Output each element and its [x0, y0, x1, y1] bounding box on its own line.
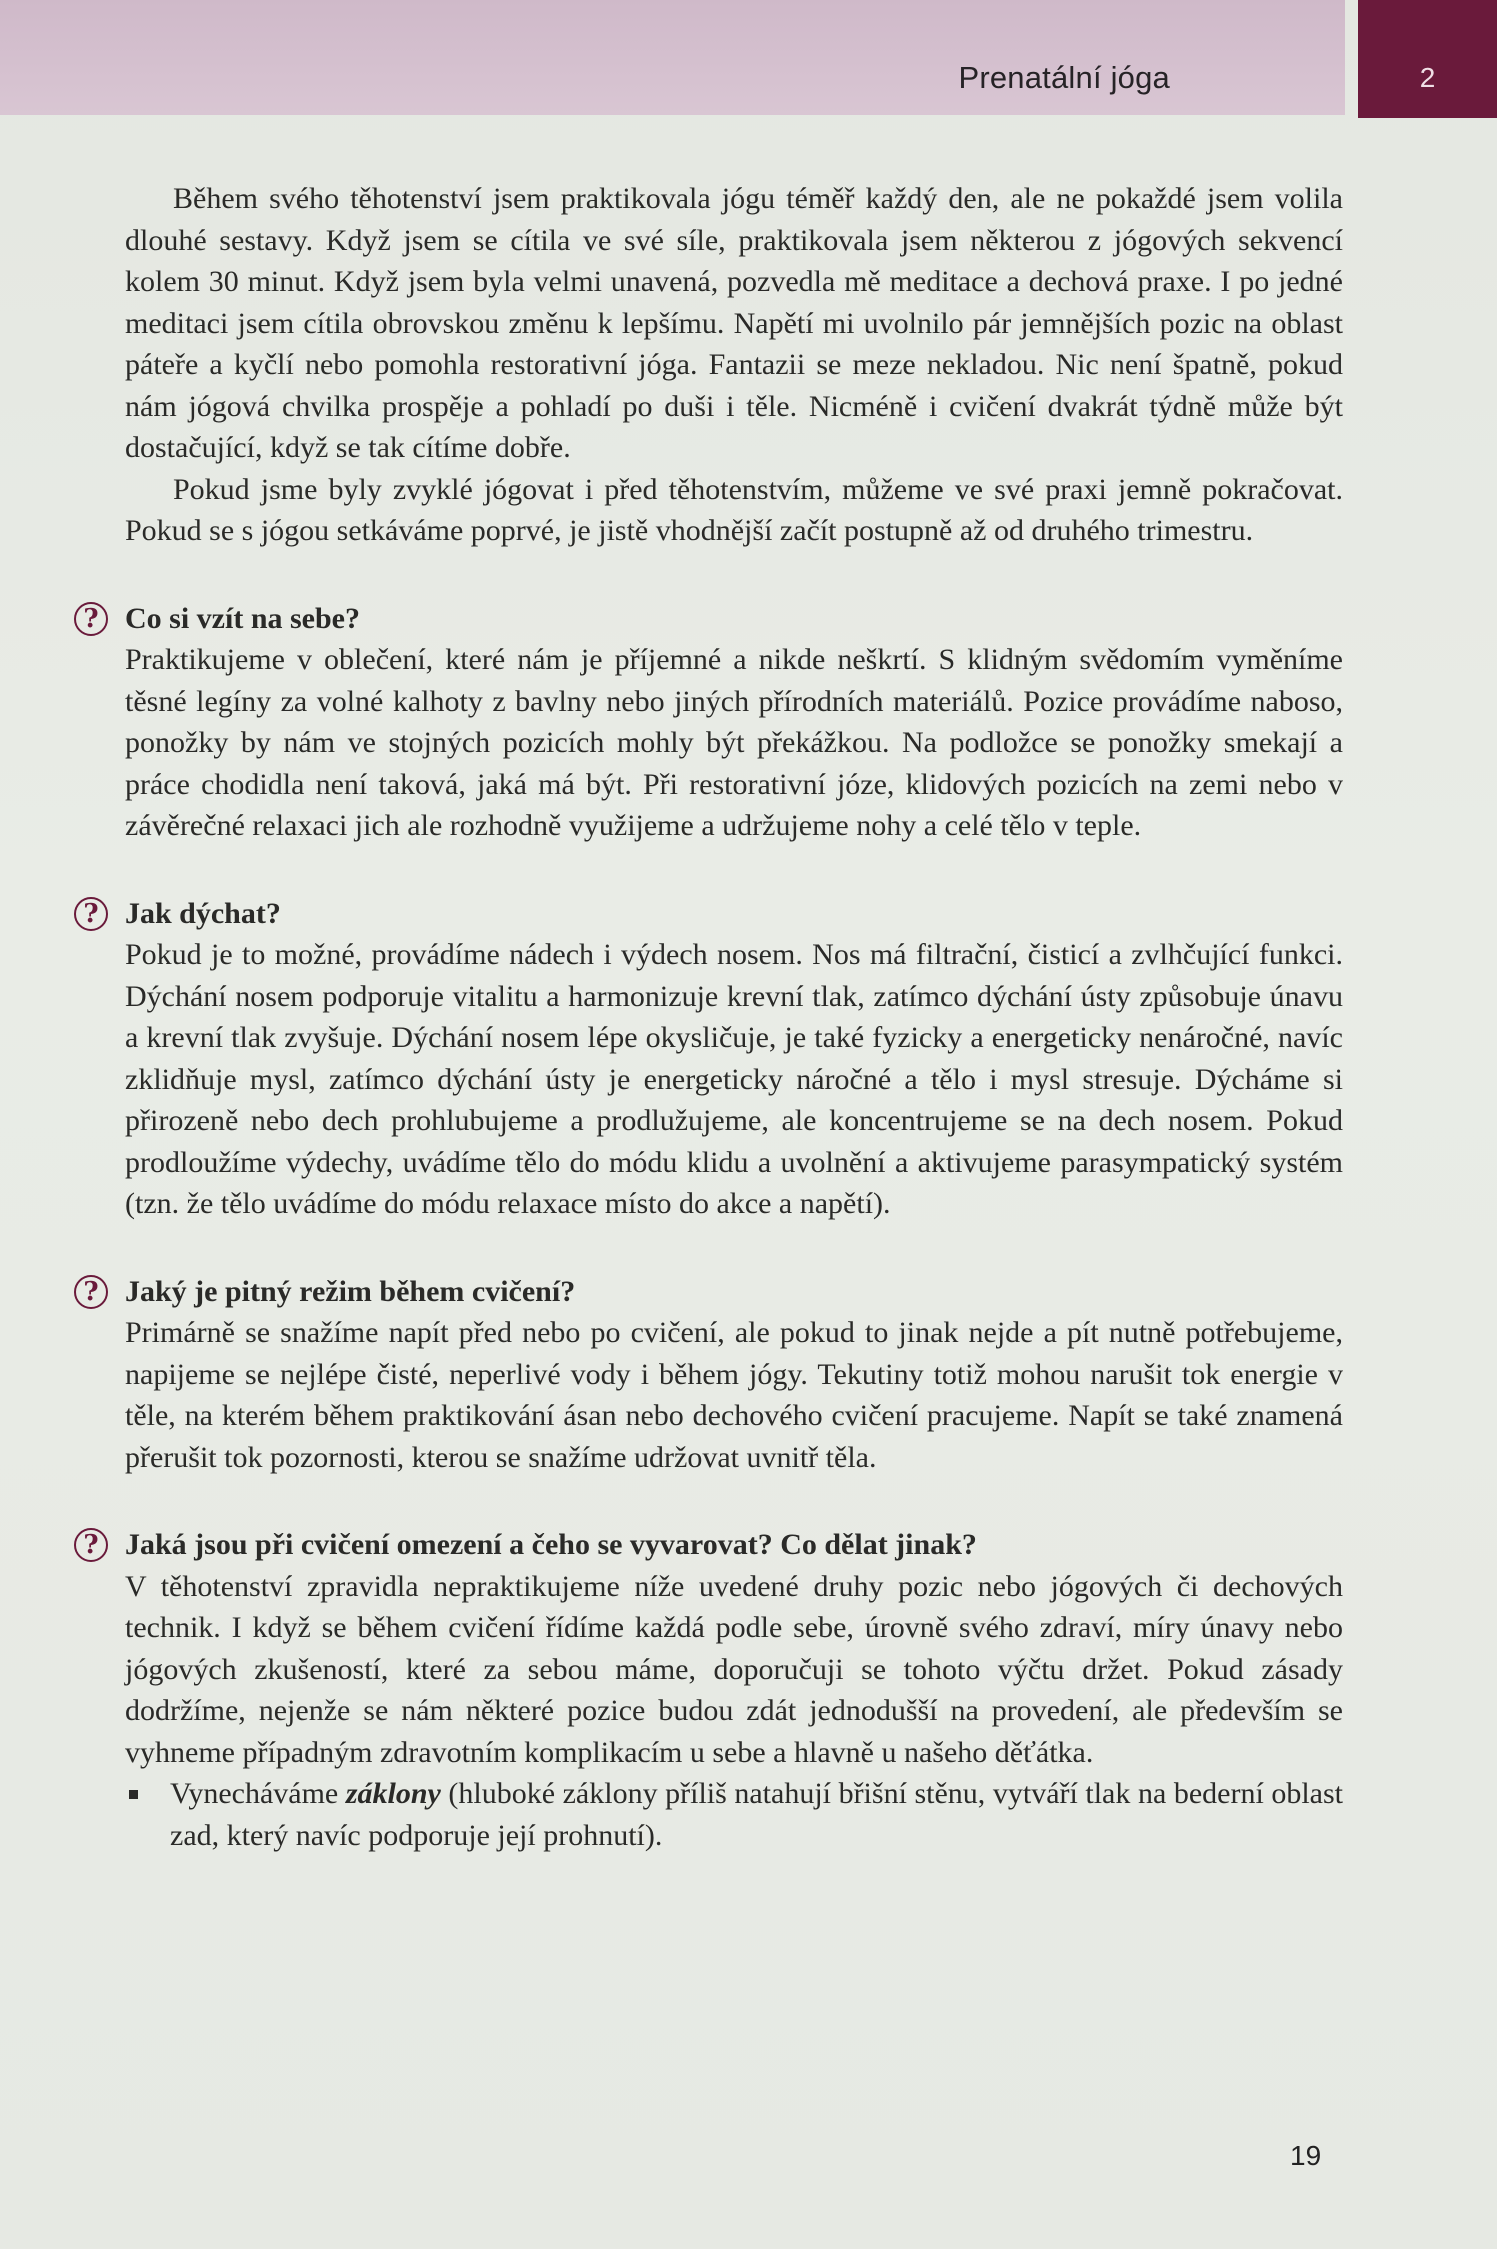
- section-heading-text: Jaký je pitný režim během cvičení?: [125, 1274, 576, 1308]
- section-heading: [83, 598, 1343, 640]
- section-breathing: [83, 893, 1343, 1225]
- question-mark-icon: ?: [74, 897, 108, 931]
- section-heading-text: Co si vzít na sebe?: [125, 601, 360, 635]
- section-heading: [83, 893, 1343, 935]
- section-text: Praktikujeme v oblečení, které nám je příjemné a nikde neškrtí. S klidným svědomím vyměníme těsné legíny za volné kalhoty z bavlny nebo jiných přírodních materiálů. Pozice provádíme naboso, ponožky by nám ve stojných pozicích mohly být překážkou. Na podložce se ponožky smekají a práce chodidla není taková, jaká má být. Při restorativní józe, klidových pozicích na zemi nebo v závěrečné relaxaci jich ale rozhodně využijeme a udržujeme nohy a celé tělo v teple.: [125, 643, 1343, 842]
- question-mark-icon: ?: [74, 1528, 108, 1562]
- question-mark-icon: ?: [74, 602, 108, 636]
- intro-paragraph-2: Pokud jsme byly zvyklé jógovat i před těhotenstvím, můžeme ve své praxi jemně pokračovat. Pokud se s jógou setkáváme poprvé, je jistě vhodnější začít postupně až od druhého trimestru.: [125, 472, 1343, 547]
- section-restrictions: [83, 1524, 1343, 1856]
- section-heading-text: Jak dýchat?: [125, 896, 281, 930]
- section-text: V těhotenství zpravidla nepraktikujeme níže uvedené druhy pozic nebo jógových či dechových technik. I když se během cvičení řídíme každá podle sebe, úrovně svého zdraví, míry únavy nebo jógových zkušeností, které za sebou máme, doporučuji se tohoto výčtu držet. Pokud zásady dodržíme, nejenže se nám některé pozice budou zdát jednodušší na provedení, ale především se vyhneme případným zdravotním komplikacím u sebe a hlavně u našeho děťátka.: [125, 1569, 1343, 1769]
- intro-paragraph-1: Během svého těhotenství jsem praktikovala jógu téměř každý den, ale ne pokaždé jsem volila dlouhé sestavy. Když jsem se cítila ve své síle, praktikovala jsem některou z jógových sekvencí kolem 30 minut. Když jsem byla velmi unavená, pozvedla mě meditace a dechová praxe. I po jedné meditaci jsem cítila obrovskou změnu k lepšímu. Napětí mi uvolnilo pár jemnějších pozic na oblast páteře a kyčlí nebo pomohla restorativní jóga. Fantazii se meze nekladou. Nic není špatně, pokud nám jógová chvilka prospěje a pohladí po duši i těle. Nicméně i cvičení dvakrát týdně může být dostačující, když se tak cítíme dobře.: [125, 182, 1343, 464]
- chapter-tab: [1358, 0, 1497, 118]
- chapter-number: 2: [1419, 62, 1436, 93]
- section-hydration: [83, 1271, 1343, 1479]
- page-number: 19: [1290, 2140, 1322, 2171]
- bullet-square-icon: [129, 1790, 138, 1799]
- section-heading: [83, 1271, 1343, 1313]
- section-clothing: [83, 598, 1343, 847]
- bullet-text-before: Vynecháváme: [170, 1777, 346, 1810]
- section-text: Pokud je to možné, provádíme nádech i výdech nosem. Nos má filtrační, čisticí a zvlhčující funkci. Dýchání nosem podporuje vitalitu a harmonizuje krevní tlak, zatímco dýchání ústy způsobuje únavu a krevní tlak zvyšuje. Dýchání nosem lépe okysličuje, je také fyzicky a energeticky nenáročné, navíc zklidňuje mysl, zatímco dýchání ústy je energeticky náročné a tělo i mysl stresuje. Dýcháme si přirozeně nebo dech prohlubujeme a prodlužujeme, ale koncentrujeme se na dech nosem. Pokud prodloužíme výdechy, uvádíme tělo do módu klidu a uvolnění a aktivujeme parasympatický systém (tzn. že tělo uvádíme do módu relaxace místo do akce a napětí).: [125, 938, 1343, 1220]
- section-heading-text: Jaká jsou při cvičení omezení a čeho se vyvarovat? Co dělat jinak?: [125, 1528, 977, 1561]
- section-heading: [83, 1524, 1343, 1566]
- section-text: Primárně se snažíme napít před nebo po cvičení, ale pokud to jinak nejde a pít nutně potřebujeme, napijeme se nejlépe čisté, neperlivé vody i během jógy. Tekutiny totiž mohou narušit tok energie v těle, na kterém během praktikování ásan nebo dechového cvičení pracujeme. Napít se také znamená přerušit tok pozornosti, kterou se snažíme udržovat uvnitř těla.: [125, 1316, 1343, 1474]
- header-band: [0, 0, 1345, 115]
- list-item: [125, 1773, 1343, 1856]
- bullet-text-after: (hluboké záklony příliš natahují břišní stěnu, vytváří tlak na bederní oblast zad, který navíc podporuje její prohnutí).: [170, 1777, 1343, 1852]
- question-mark-icon: ?: [74, 1275, 108, 1309]
- page-content: [83, 178, 1343, 1856]
- chapter-title: Prenatální jóga: [958, 60, 1170, 95]
- bullet-emphasis: záklony: [345, 1777, 441, 1810]
